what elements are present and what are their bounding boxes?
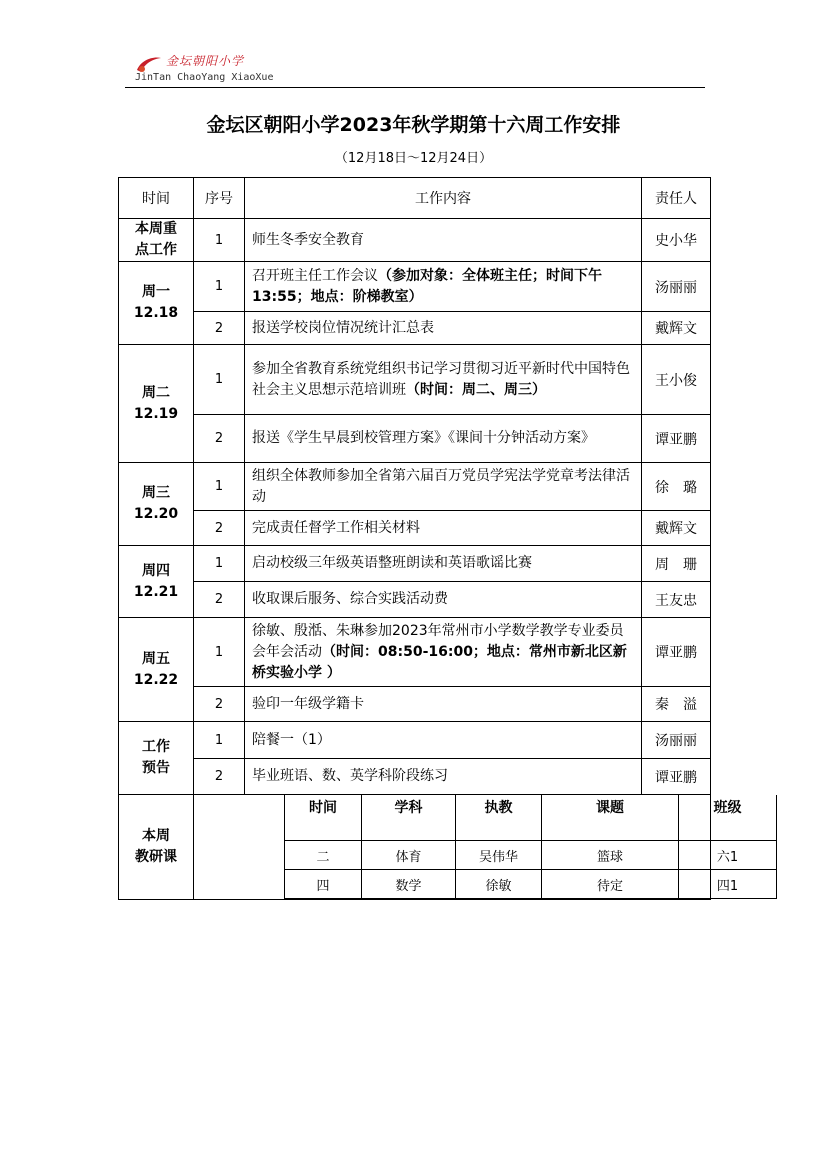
preview-label-line1: 工作 xyxy=(142,739,170,755)
row-number: 1 xyxy=(194,618,245,687)
preview-cell xyxy=(119,722,194,795)
focus-label-line2: 点工作 xyxy=(135,242,177,258)
research-cell: 吴伟华 xyxy=(456,841,542,870)
day-name: 周一 xyxy=(142,284,170,300)
research-header: 课题 xyxy=(542,795,679,841)
responsible-person: 戴辉文 xyxy=(642,511,711,546)
research-cell: 篮球 xyxy=(542,841,679,870)
research-row-item xyxy=(285,870,777,899)
row-number: 1 xyxy=(194,262,245,312)
work-content: 启动校级三年级英语整班朗读和英语歌谣比赛 xyxy=(245,546,642,582)
row-number: 2 xyxy=(194,687,245,722)
row-number: 1 xyxy=(194,546,245,582)
row-number: 1 xyxy=(194,722,245,759)
research-cell: 待定 xyxy=(542,870,679,899)
date-range: （12月18日～12月24日） xyxy=(334,151,493,166)
preview-label-line2: 预告 xyxy=(142,760,170,776)
research-label xyxy=(119,795,194,900)
header-rule xyxy=(125,87,705,88)
research-header: 学科 xyxy=(362,795,456,841)
work-content: 师生冬季安全教育 xyxy=(245,219,642,262)
table-row xyxy=(119,511,711,546)
logo-chinese-text: 金坛朝阳小学 xyxy=(166,54,245,68)
work-content: 验印一年级学籍卡 xyxy=(245,687,642,722)
work-content: 陪餐一（1） xyxy=(245,722,642,759)
header-number: 序号 xyxy=(194,178,245,219)
work-content: 报送学校岗位情况统计汇总表 xyxy=(245,312,642,345)
day-date: 12.22 xyxy=(133,671,179,688)
day-cell xyxy=(119,463,194,546)
responsible-person: 史小华 xyxy=(642,219,711,262)
work-content: 徐敏、殷湉、朱琳参加2023年常州市小学数学教学专业委员会年会活动（时间：08:50-16:00；地点：常州市新北区新桥实验小学 ） xyxy=(245,618,642,687)
work-content: 报送《学生早晨到校管理方案》《课间十分钟活动方案》 xyxy=(245,415,642,463)
responsible-person: 汤丽丽 xyxy=(642,262,711,312)
day-date: 12.18 xyxy=(133,305,179,321)
research-table-cell xyxy=(194,795,742,900)
day-date: 12.21 xyxy=(133,583,179,600)
table-row xyxy=(119,687,711,722)
table-row xyxy=(119,618,711,687)
row-number: 2 xyxy=(194,415,245,463)
table-row xyxy=(119,219,711,262)
work-content: 组织全体教师参加全省第六届百万党员学宪法学党章考法律活动 xyxy=(245,463,642,511)
research-header: 班级 xyxy=(679,795,777,841)
row-number: 1 xyxy=(194,345,245,415)
table-row xyxy=(119,262,711,312)
day-cell xyxy=(119,262,194,345)
day-cell xyxy=(119,345,194,463)
responsible-person: 王小俊 xyxy=(642,345,711,415)
row-number: 2 xyxy=(194,511,245,546)
day-name: 周三 xyxy=(142,485,170,501)
row-number: 2 xyxy=(194,759,245,795)
work-content: 召开班主任工作会议（参加对象：全体班主任；时间下午13:55；地点：阶梯教室） xyxy=(245,262,642,312)
schedule-table xyxy=(118,177,742,900)
day-name: 周四 xyxy=(142,562,170,579)
responsible-person: 王友忠 xyxy=(642,582,711,618)
research-header: 时间 xyxy=(285,795,362,841)
table-row xyxy=(119,582,711,618)
responsible-person: 谭亚鹏 xyxy=(642,618,711,687)
page-title: 金坛区朝阳小学2023年秋学期第十六周工作安排 xyxy=(206,114,621,136)
research-header-row xyxy=(285,795,777,841)
responsible-person: 徐 璐 xyxy=(642,463,711,511)
research-row-item xyxy=(285,841,777,870)
responsible-person: 周 珊 xyxy=(642,546,711,582)
work-content: 收取课后服务、综合实践活动费 xyxy=(245,582,642,618)
research-cell: 徐敏 xyxy=(456,870,542,899)
header-person: 责任人 xyxy=(642,178,711,219)
table-row xyxy=(119,463,711,511)
research-cell: 体育 xyxy=(362,841,456,870)
row-number: 2 xyxy=(194,312,245,345)
research-cell: 数学 xyxy=(362,870,456,899)
day-date: 12.20 xyxy=(133,506,179,522)
research-cell: 四 xyxy=(285,870,362,899)
table-row xyxy=(119,722,711,759)
header-row xyxy=(119,178,711,219)
day-cell xyxy=(119,546,194,618)
day-name: 周二 xyxy=(142,384,170,401)
responsible-person: 秦 溢 xyxy=(642,687,711,722)
research-cell: 二 xyxy=(285,841,362,870)
research-table xyxy=(284,795,777,899)
work-content: 参加全省教育系统党组织书记学习贯彻习近平新时代中国特色社会主义思想示范培训班（时间：周二、周三） xyxy=(245,345,642,415)
focus-label xyxy=(119,219,194,262)
logo-english-text: JinTan ChaoYang XiaoXue xyxy=(135,72,274,83)
research-label-line2: 教研课 xyxy=(135,849,177,865)
table-row xyxy=(119,759,711,795)
focus-label-line1: 本周重 xyxy=(135,221,177,237)
work-content: 毕业班语、数、英学科阶段练习 xyxy=(245,759,642,795)
header-time: 时间 xyxy=(119,178,194,219)
responsible-person: 谭亚鹏 xyxy=(642,759,711,795)
day-cell xyxy=(119,618,194,722)
research-label-line1: 本周 xyxy=(142,828,170,844)
responsible-person: 戴辉文 xyxy=(642,312,711,345)
table-row xyxy=(119,345,711,415)
research-cell: 六1 xyxy=(679,841,777,870)
table-row xyxy=(119,546,711,582)
research-header: 执教 xyxy=(456,795,542,841)
research-row xyxy=(119,795,711,900)
table-row xyxy=(119,312,711,345)
letterhead xyxy=(125,50,705,89)
header-content: 工作内容 xyxy=(245,178,642,219)
day-name: 周五 xyxy=(142,650,170,667)
responsible-person: 谭亚鹏 xyxy=(642,415,711,463)
work-content: 完成责任督学工作相关材料 xyxy=(245,511,642,546)
row-number: 2 xyxy=(194,582,245,618)
row-number: 1 xyxy=(194,463,245,511)
research-cell: 四1 xyxy=(679,870,777,899)
row-number: 1 xyxy=(194,219,245,262)
table-row xyxy=(119,415,711,463)
responsible-person: 汤丽丽 xyxy=(642,722,711,759)
day-date: 12.19 xyxy=(133,405,179,422)
